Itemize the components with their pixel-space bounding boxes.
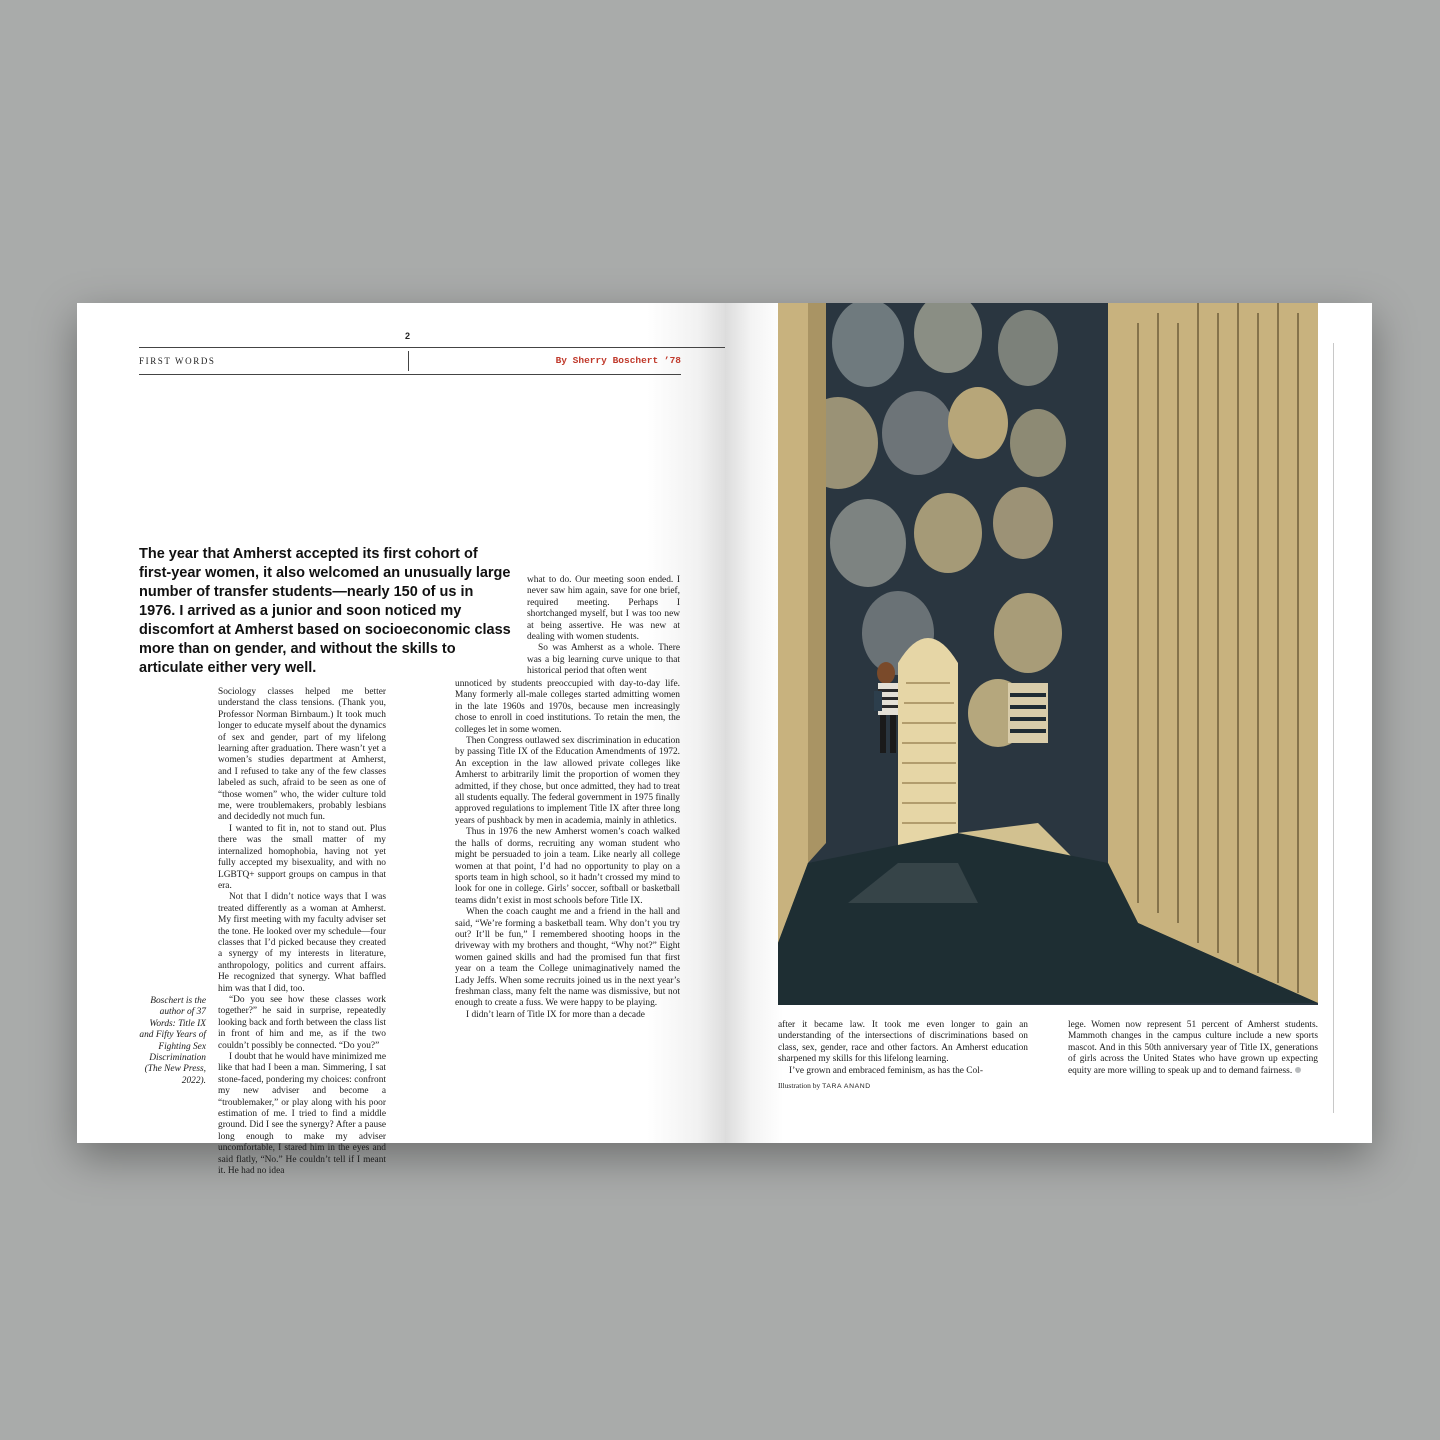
- paragraph: [1068, 1020, 1318, 1077]
- intro-paragraph: The year that Amherst accepted its first cohort of first-year women, it also welcomed an unusually large number of transfer students—nearly 150 of us in 1976. I arrived as a junior and soon noticed my discomfort at Amherst based on socioeconomic class more than on gender, and without the skills to articulate either very well.: [139, 546, 511, 676]
- author-note: Boschert is the author of 37 Words: Title IX and Fifty Years of Fighting Sex Discrimination (The New Press, 2022).: [139, 996, 206, 1086]
- paragraph: Then Congress outlawed sex discrimination in education by passing Title IX of the Education Amendments of 1972. An exception in the law allowed private colleges like Amherst to arbitrarily limit the proportion of women they admitted, if they chose, but once admitted, they had to treat all students equally. The federal government in 1975 finally approved regulations to implement Title IX after three long years of pushback by men in academia, mainly in athletics.: [455, 736, 680, 826]
- paragraph: what to do. Our meeting soon ended. I never saw him again, save for one brief, required meeting. Perhaps I shortchanged myself, but I was too new at being assertive. He was new at dealing with women students.: [527, 575, 680, 643]
- paragraph: I doubt that he would have minimized me like that had I been a man. Simmering, I sat stone-faced, pondering my choices: confront my new adviser and become a “troublemaker,” or play along with his poor estimation of me. I tried to find a middle ground. Did I see the synergy? After a pause long enough to make my adviser uncomfortable, I stared him in the eyes and said flatly, “No.” He couldn’t tell if I meant it. He had no idea: [218, 1052, 386, 1177]
- credit-name: TARA ANAND: [822, 1083, 871, 1090]
- illustration-credit: [778, 1081, 871, 1090]
- byline: By Sherry Boschert ’78: [555, 355, 681, 366]
- body-column-1: [218, 687, 386, 1177]
- paragraph: unnoticed by students preoccupied with day-to-day life. Many formerly all-male colleges started admitting women in the late 1960s and 1970s, because men increasingly chose to enroll in coed institutions. To retain the men, the colleges let in some women.: [455, 679, 680, 735]
- illustration-artwork: [778, 303, 1318, 1005]
- body-column-2-top: [527, 575, 680, 678]
- section-label: FIRST WORDS: [139, 356, 216, 366]
- header-divider: [408, 351, 409, 371]
- end-mark-icon: [1295, 1067, 1301, 1073]
- paragraph-text: lege. Women now represent 51 percent of Amherst students. Mammoth changes in the campus culture include a new sports mascot. And in this 50th anniversary year of Title IX, generations of girls across the United States who have grown up expecting equity are more willing to speak up and to demand fairness.: [1068, 1020, 1318, 1076]
- header-rule: [139, 347, 777, 348]
- paragraph: I’ve grown and embraced feminism, as has the Col-: [789, 1065, 983, 1076]
- paragraph: Not that I didn’t notice ways that I was treated differently as a woman at Amherst. My first meeting with my faculty adviser set the tone. He looked over my schedule—four classes that I’d picked because they created a synergy of my interests in literature, anthropology, politics and current affairs. He recognized that synergy. What baffled him was that I did, too.: [218, 892, 386, 994]
- paragraph: I didn’t learn of Title IX for more than a decade: [466, 1009, 645, 1020]
- body-column-3: [778, 1020, 1028, 1077]
- margin-rule: [1333, 343, 1334, 1113]
- paragraph: Sociology classes helped me better understand the class tensions. (Thank you, Professor Norman Birnbaum.) It took much longer to educate myself about the dynamics of sex and gender, part of my lifelong learning after graduation. There wasn’t yet a women’s studies department at Amherst, and I refused to take any of the few classes labeled as such, afraid to be seen as one of “those women” who, the wider culture told me, were troublemakers, probably lesbians and decidedly not much fun.: [218, 687, 386, 823]
- paragraph: So was Amherst as a whole. There was a big learning curve unique to that historical period that often went: [527, 643, 680, 677]
- paragraph: I wanted to fit in, not to stand out. Plus there was the small matter of my internalized homophobia, having not yet fully accepted my bisexuality, and with no LGBTQ+ support groups on campus in that era.: [218, 823, 386, 891]
- magazine-spread: [77, 303, 1372, 1177]
- body-column-4: [1068, 1020, 1318, 1077]
- paragraph: “Do you see how these classes work together?” he said in surprise, repeatedly looking back and forth between the class list in front of him and me, as if the two couldn’t possibly be connected. “Do you?”: [218, 994, 386, 1051]
- left-page: [77, 303, 725, 1177]
- body-column-2: [455, 679, 680, 1021]
- credit-prefix: Illustration by: [778, 1081, 821, 1090]
- paragraph: after it became law. It took me even longer to gain an understanding of the intersections of discriminations based on class, sex, gender, race and other factors. An Amherst education sharpened my skills for this lifelong learning.: [778, 1020, 1028, 1065]
- paragraph: Thus in 1976 the new Amherst women’s coach walked the halls of dorms, recruiting any woman student who might be persuaded to join a team. Like nearly all college women at that point, I’d had no opportunity to play on a sports team in high school, so it hadn’t crossed my mind to look for one in college. Girls’ soccer, softball or basketball teams didn’t exist in most schools before Title IX.: [455, 827, 680, 906]
- header-rule-bottom: [139, 374, 681, 375]
- paragraph: When the coach caught me and a friend in the hall and said, “We’re forming a basketball team. Why don’t you try out? It’ll be fun,” I remembered shooting hoops in the driveway with my brothers and thought, “Why not?” Eight women gained skills and had the promised fun that first year on a team the College unimaginatively named the Lady Jeffs. When some recruits joined us in the next year’s freshman class, many felt the name was dismissive, but not enough to create a fuss. We were happy to be playing.: [455, 907, 680, 1009]
- illustration: [778, 303, 1318, 1005]
- page-number: 2: [405, 331, 411, 341]
